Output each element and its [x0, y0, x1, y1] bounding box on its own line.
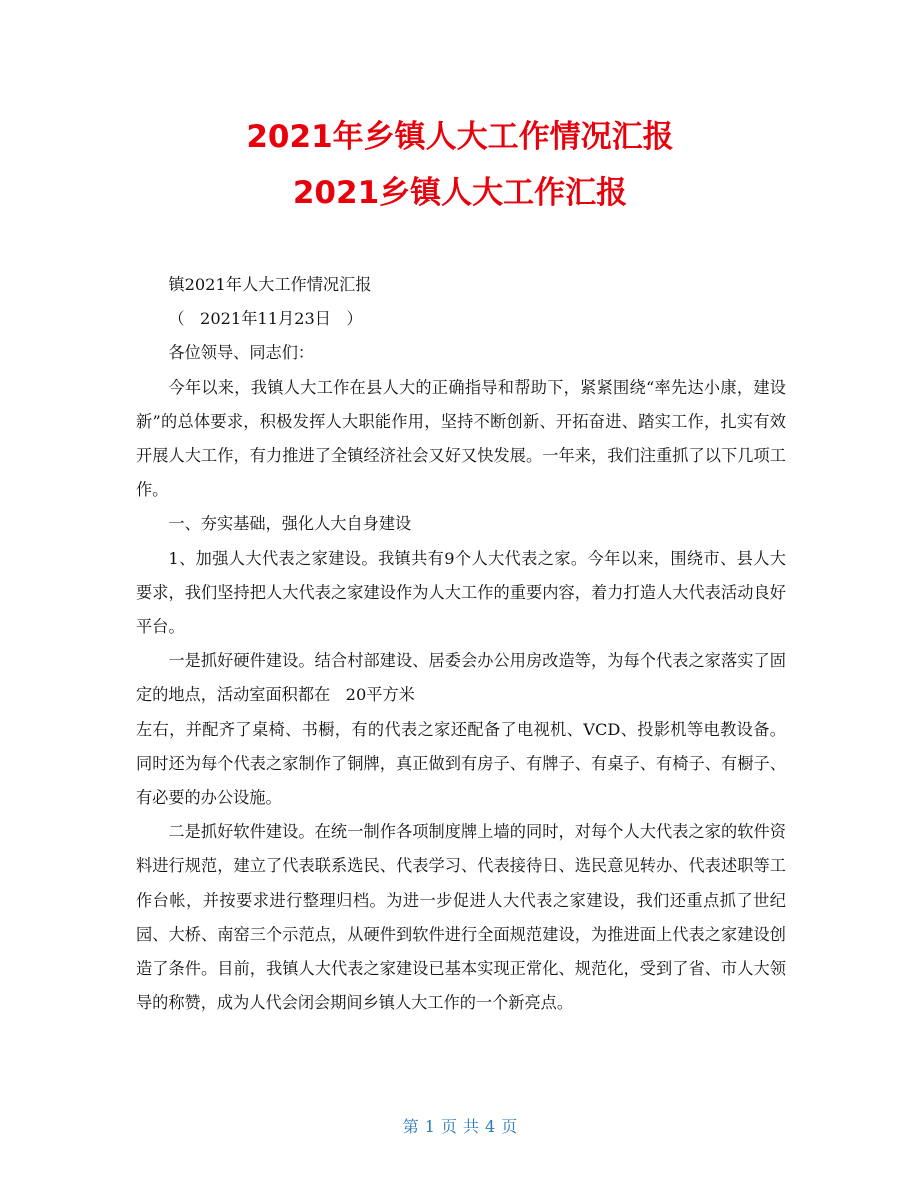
footer-page-number: 1	[424, 1117, 435, 1136]
salutation: 各位领导、同志们：	[168, 343, 315, 363]
document-title-line-2: 2021乡镇人大工作汇报	[292, 175, 628, 211]
paragraph-hardware-start: 一是抓好硬件建设。结合村部建设、居委会办公用房改造等，为每个代表之家落实了固定的地点，活动室面积都在 20平方米	[136, 651, 786, 705]
footer-prefix: 第	[402, 1117, 419, 1136]
footer-total-pages: 4	[485, 1117, 496, 1136]
footer-total-label: 共	[463, 1117, 480, 1136]
section-heading-1: 一、夯实基础，强化人大自身建设	[168, 514, 412, 534]
document-body	[136, 268, 786, 1020]
paragraph-intro: 今年以来，我镇人大工作在县人大的正确指导和帮助下，紧紧围绕“率先达小康，建设新”的总体要求，积极发挥人大职能作用，坚持不断创新、开拓奋进、踏实工作，扎实有效开展人大工作，有力推进了全镇经济社会又好又快发展。一年来，我们注重抓了以下几项工作。	[136, 377, 786, 500]
page-footer	[0, 1114, 920, 1137]
paragraph-hardware-continued: 左右，并配齐了桌椅、书橱，有的代表之家还配备了电视机、VCD、投影机等电教设备。同时还为每个代表之家制作了铜牌，真正做到有房子、有牌子、有桌子、有椅子、有橱子、有必要的办公设施。	[136, 719, 786, 808]
document-title-line-1: 2021年乡镇人大工作情况汇报	[246, 119, 674, 155]
footer-page-label: 页	[440, 1117, 457, 1136]
footer-suffix: 页	[501, 1117, 518, 1136]
paragraph-representatives-home: 1、加强人大代表之家建设。我镇共有9个人大代表之家。今年以来，围绕市、县人大要求，我们坚持把人大代表之家建设作为人大工作的重要内容，着力打造人大代表活动良好平台。	[136, 548, 786, 637]
document-date: （ 2021年11月23日 ）	[168, 309, 363, 329]
paragraph-software: 二是抓好软件建设。在统一制作各项制度牌上墙的同时，对每个人大代表之家的软件资料进行规范，建立了代表联系选民、代表学习、代表接待日、选民意见转办、代表述职等工作台帐，并按要求进行整理归档。为进一步促进人大代表之家建设，我们还重点抓了世纪园、大桥、南窑三个示范点，从硬件到软件进行全面规范建设，为推进面上代表之家建设创造了条件。目前，我镇人大代表之家建设已基本实现正常化、规范化，受到了省、市人大领导的称赞，成为人代会闭会期间乡镇人大工作的一个新亮点。	[136, 822, 786, 1013]
document-subheading: 镇2021年人大工作情况汇报	[168, 275, 372, 294]
